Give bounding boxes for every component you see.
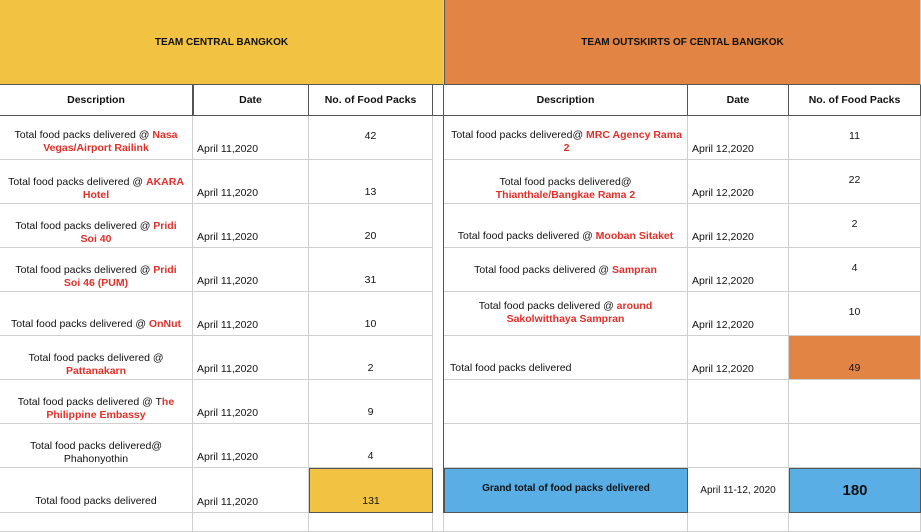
grand-total-label[interactable]: Grand total of food packs delivered xyxy=(444,468,688,513)
central-row-2-packs[interactable]: 13 xyxy=(309,160,433,204)
central-row-7-date[interactable]: April 11,2020 xyxy=(193,380,309,424)
central-row-4-packs[interactable]: 31 xyxy=(309,248,433,292)
central-row-1-packs[interactable]: 42 xyxy=(309,116,433,160)
grand-total-date[interactable]: April 11-12, 2020 xyxy=(688,468,789,513)
outskirts-row-5-description[interactable]: Total food packs delivered @ around Sakolwitthaya Sampran xyxy=(444,292,688,336)
outskirts-row-1-description[interactable]: Total food packs delivered@ MRC Agency Rama 2 xyxy=(444,116,688,160)
outskirts-row-6-packs[interactable]: 49 xyxy=(789,336,921,380)
central-total-date[interactable]: April 11,2020 xyxy=(193,468,309,513)
outskirts-col-description[interactable]: Description xyxy=(444,85,688,116)
team-outskirts-title: TEAM OUTSKIRTS OF CENTAL BANGKOK xyxy=(581,36,784,48)
outskirts-row-3-description[interactable]: Total food packs delivered @ Mooban Sitaket xyxy=(444,204,688,248)
outskirts-row-4-date[interactable]: April 12,2020 xyxy=(688,248,789,292)
central-row-6-packs[interactable]: 2 xyxy=(309,336,433,380)
outskirts-row-6-description[interactable]: Total food packs delivered xyxy=(444,336,688,380)
outskirts-col-date[interactable]: Date xyxy=(688,85,789,116)
gap-col-body[interactable] xyxy=(433,116,444,513)
central-row-6-description[interactable]: Total food packs delivered @ Pattanakarn xyxy=(0,336,193,380)
outskirts-col-packs[interactable]: No. of Food Packs xyxy=(789,85,921,116)
central-row-2-date[interactable]: April 11,2020 xyxy=(193,160,309,204)
central-row-3-date[interactable]: April 11,2020 xyxy=(193,204,309,248)
outskirts-row-1-date[interactable]: April 12,2020 xyxy=(688,116,789,160)
central-row-1-date[interactable]: April 11,2020 xyxy=(193,116,309,160)
blank-row-cell[interactable] xyxy=(309,513,433,532)
central-col-description[interactable]: Description xyxy=(0,85,193,116)
team-outskirts-header[interactable] xyxy=(444,0,921,85)
blank-row-cell[interactable] xyxy=(0,513,193,532)
central-row-8-packs[interactable]: 4 xyxy=(309,424,433,468)
team-central-header[interactable] xyxy=(0,0,444,85)
outskirts-row-3-date[interactable]: April 12,2020 xyxy=(688,204,789,248)
outskirts-row-6-date[interactable]: April 12,2020 xyxy=(688,336,789,380)
central-row-6-date[interactable]: April 11,2020 xyxy=(193,336,309,380)
outskirts-row-5-date[interactable]: April 12,2020 xyxy=(688,292,789,336)
central-row-5-description[interactable]: Total food packs delivered @ OnNut xyxy=(0,292,193,336)
outskirts-empty-cell[interactable] xyxy=(444,424,688,468)
outskirts-empty-cell[interactable] xyxy=(688,424,789,468)
outskirts-empty-cell[interactable] xyxy=(688,380,789,424)
central-row-8-date[interactable]: April 11,2020 xyxy=(193,424,309,468)
central-row-7-packs[interactable]: 9 xyxy=(309,380,433,424)
central-row-3-description[interactable]: Total food packs delivered @ Pridi Soi 40 xyxy=(0,204,193,248)
blank-row-cell[interactable] xyxy=(433,513,444,532)
central-col-date[interactable]: Date xyxy=(193,85,309,116)
grand-total-packs[interactable]: 180 xyxy=(789,468,921,513)
gap-col-header[interactable] xyxy=(433,85,444,116)
central-total-label[interactable]: Total food packs delivered xyxy=(0,468,193,513)
outskirts-empty-cell[interactable] xyxy=(789,424,921,468)
outskirts-row-5-packs[interactable]: 10 xyxy=(789,292,921,336)
outskirts-empty-cell[interactable] xyxy=(444,380,688,424)
central-col-packs[interactable]: No. of Food Packs xyxy=(309,85,433,116)
central-row-5-date[interactable]: April 11,2020 xyxy=(193,292,309,336)
outskirts-row-2-description[interactable]: Total food packs delivered@ Thianthale/Bangkae Rama 2 xyxy=(444,160,688,204)
blank-row-cell[interactable] xyxy=(688,513,789,532)
blank-row-cell[interactable] xyxy=(444,513,688,532)
central-row-4-date[interactable]: April 11,2020 xyxy=(193,248,309,292)
central-row-2-description[interactable]: Total food packs delivered @ AKARA Hotel xyxy=(0,160,193,204)
central-row-3-packs[interactable]: 20 xyxy=(309,204,433,248)
central-row-1-description[interactable]: Total food packs delivered @ Nasa Vegas/Airport Railink xyxy=(0,116,193,160)
outskirts-row-4-packs[interactable]: 4 xyxy=(789,248,921,292)
central-total-packs[interactable]: 131 xyxy=(309,468,433,513)
central-row-7-description[interactable]: Total food packs delivered @ The Philippine Embassy xyxy=(0,380,193,424)
outskirts-row-4-description[interactable]: Total food packs delivered @ Sampran xyxy=(444,248,688,292)
central-row-5-packs[interactable]: 10 xyxy=(309,292,433,336)
outskirts-row-3-packs[interactable]: 2 xyxy=(789,204,921,248)
blank-row-cell[interactable] xyxy=(789,513,921,532)
team-central-title: TEAM CENTRAL BANGKOK xyxy=(154,36,289,48)
outskirts-row-1-packs[interactable]: 11 xyxy=(789,116,921,160)
blank-row-cell[interactable] xyxy=(193,513,309,532)
central-row-8-description[interactable]: Total food packs delivered@ Phahonyothin xyxy=(0,424,193,468)
central-row-4-description[interactable]: Total food packs delivered @ Pridi Soi 46 (PUM) xyxy=(0,248,193,292)
outskirts-row-2-packs[interactable]: 22 xyxy=(789,160,921,204)
outskirts-empty-cell[interactable] xyxy=(789,380,921,424)
outskirts-row-2-date[interactable]: April 12,2020 xyxy=(688,160,789,204)
